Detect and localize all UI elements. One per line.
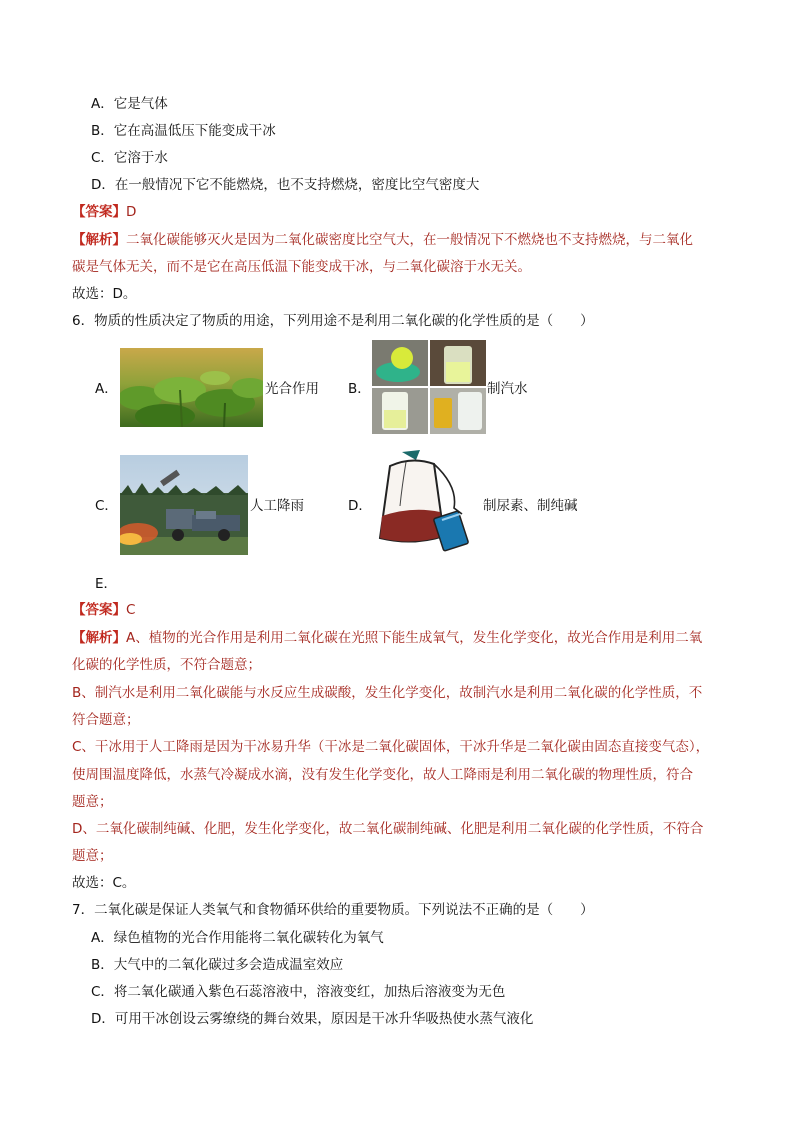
answer-label: 【答案】 [72,204,126,220]
soda-water-image [372,340,486,434]
q6-answer [72,601,135,619]
q6-analysis-line-7: 题意； [72,794,113,810]
analysis-label: 【解析】 [72,630,126,646]
q6-analysis-line-1: 【解析】A、植物的光合作用是利用二氧化碳在光照下能生成氧气，发生化学变化，故光合作用是利用二氧 [72,630,703,646]
q6-option-d-letter: D． [348,498,372,514]
q6-option-c-letter: C． [95,498,118,514]
artificial-rain-image [120,455,248,555]
q6-analysis-line-8: D、二氧化碳制纯碱、化肥，发生化学变化，故二氧化碳制纯碱、化肥是利用二氧化碳的化学性质，不符合 [72,821,704,837]
q5-option-a: A．它是气体 [91,96,168,112]
q6-option-a-letter: A． [95,381,118,397]
q6-analysis-line-3: B、制汽水是利用二氧化碳能与水反应生成碳酸，发生化学变化，故制汽水是利用二氧化碳的化学性质，不 [72,685,703,701]
q6-option-a-caption: 光合作用 [265,381,319,397]
q6-option-b-letter: B． [348,381,371,397]
q5-analysis-line-2: 碳是气体无关，而不是它在高压低温下能变成干冰，与二氧化碳溶于水无关。 [72,259,531,275]
answer-value: C [126,602,136,618]
q5-option-c: C．它溶于水 [91,150,168,166]
photosynthesis-image [120,348,263,427]
q6-option-b-caption: 制汽水 [487,381,528,397]
analysis-label: 【解析】 [72,232,126,248]
q7-option-d: D．可用干冰创设云雾缭绕的舞台效果，原因是干冰升华吸热使水蒸气液化 [91,1011,534,1027]
q6-analysis-line-2: 化碳的化学性质，不符合题意； [72,657,261,673]
q6-analysis-line-6: 使周围温度降低，水蒸气冷凝成水滴，没有发生化学变化，故人工降雨是利用二氧化碳的物理性质，符合 [72,767,693,783]
q5-answer [72,203,136,221]
q6-option-c-caption: 人工降雨 [250,498,304,514]
q5-conclusion: 故选：D。 [72,286,137,302]
q5-option-d: D．在一般情况下它不能燃烧，也不支持燃烧，密度比空气密度大 [91,177,480,193]
q6-conclusion: 故选：C。 [72,875,136,891]
q5-analysis-line-1: 【解析】二氧化碳能够灭火是因为二氧化碳密度比空气大，在一般情况下不燃烧也不支持燃烧，与二氧化 [72,232,693,248]
q6-analysis-line-5: C、干冰用于人工降雨是因为干冰易升华（干冰是二氧化碳固体，干冰升华是二氧化碳由固态直接变气态）， [72,739,710,755]
q6-option-e: E． [95,576,118,592]
q6-option-d-caption: 制尿素、制纯碱 [483,498,578,514]
fertilizer-bag-image [372,446,476,564]
q7-option-b: B．大气中的二氧化碳过多会造成温室效应 [91,957,344,973]
q7-option-c: C．将二氧化碳通入紫色石蕊溶液中，溶液变红，加热后溶液变为无色 [91,984,506,1000]
q6-stem: 6．物质的性质决定了物质的用途，下列用途不是利用二氧化碳的化学性质的是（ ） [72,313,594,329]
q6-analysis-line-4: 符合题意； [72,712,140,728]
q5-option-b: B．它在高温低压下能变成干冰 [91,123,276,139]
answer-label: 【答案】 [72,602,126,618]
q7-stem: 7．二氧化碳是保证人类氧气和食物循环供给的重要物质。下列说法不正确的是（ ） [72,902,594,918]
q7-option-a: A．绿色植物的光合作用能将二氧化碳转化为氧气 [91,930,384,946]
q6-analysis-line-9: 题意； [72,848,113,864]
answer-value: D [126,204,137,220]
